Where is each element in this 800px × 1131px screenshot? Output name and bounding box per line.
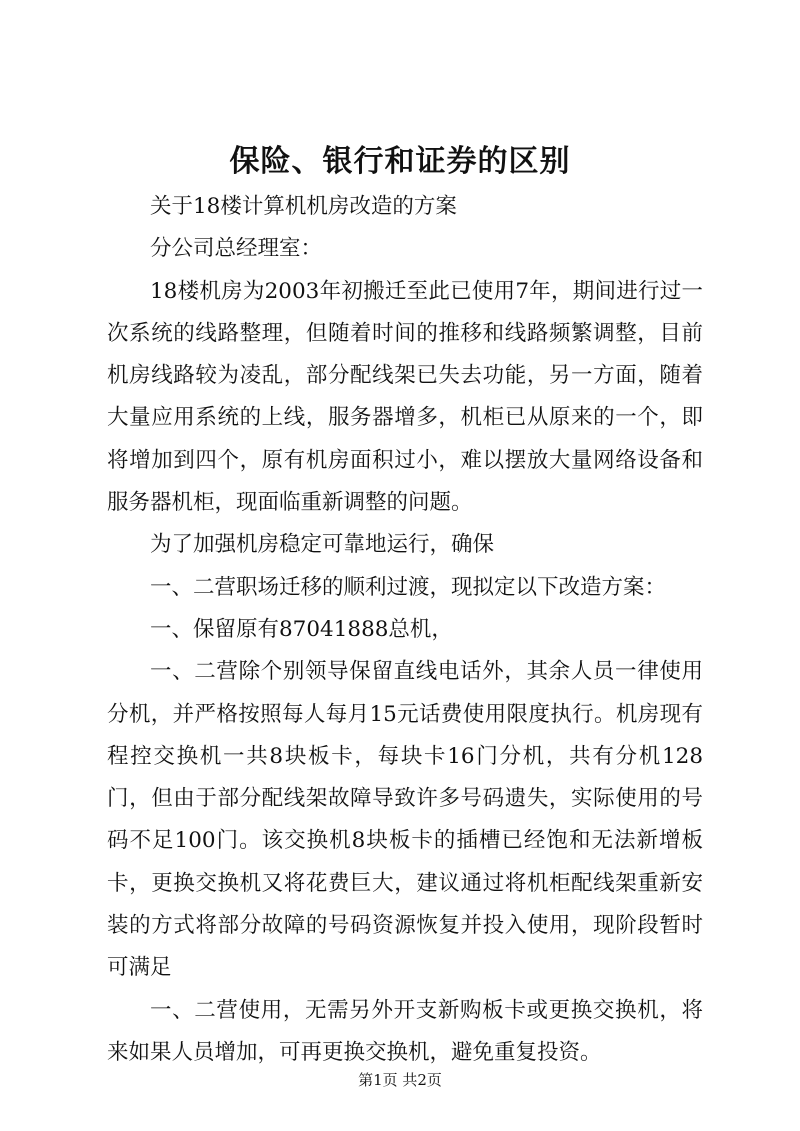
paragraph-background: 18楼机房为2003年初搬迁至此已使用7年，期间进行过一次系统的线路整理，但随着时间的推移和线路频繁调整，目前机房线路较为凌乱，部分配线架已失去功能，另一方面，随着大量应用系统的上线，服务器增多，机柜已从原来的一个，即将增加到四个，原有机房面积过小，难以摆放大量网络设备和服务器机柜，现面临重新调整的问题。 [107,278,703,516]
document-title: 保险、银行和证券的区别 [229,144,571,179]
paragraph-extension-details: 一、二营除个别领导保留直线电话外，其余人员一律使用分机，并严格按照每人每月15元话费使用限度执行。机房现有程控交换机一共8块板卡，每块卡16门分机，共有分机128门，但由于部分配线架故障导致许多号码遗失，实际使用的号码不足100门。该交换机8块板卡的插槽已经饱和无法新增板卡，更换交换机又将花费巨大，建议通过将机柜配线架重新安装的方式将部分故障的号码资源恢复并投入使用，现阶段暂时可满足 [107,659,703,981]
paragraph-conclusion: 一、二营使用，无需另外开支新购板卡或更换交换机，将来如果人员增加，可再更换交换机，避免重复投资。 [107,997,703,1065]
paragraph-plan-intro: 一、二营职场迁移的顺利过渡，现拟定以下改造方案： [150,574,667,600]
paragraph-purpose: 为了加强机房稳定可靠地运行，确保 [150,532,495,558]
paragraph-item-one: 一、保留原有87041888总机， [150,616,453,642]
paragraph-addressee: 分公司总经理室： [150,236,323,262]
document-body [107,186,703,1074]
page-footer: 第1页 共2页 [358,1071,442,1089]
paragraph-subject: 关于18楼计算机机房改造的方案 [150,194,457,219]
